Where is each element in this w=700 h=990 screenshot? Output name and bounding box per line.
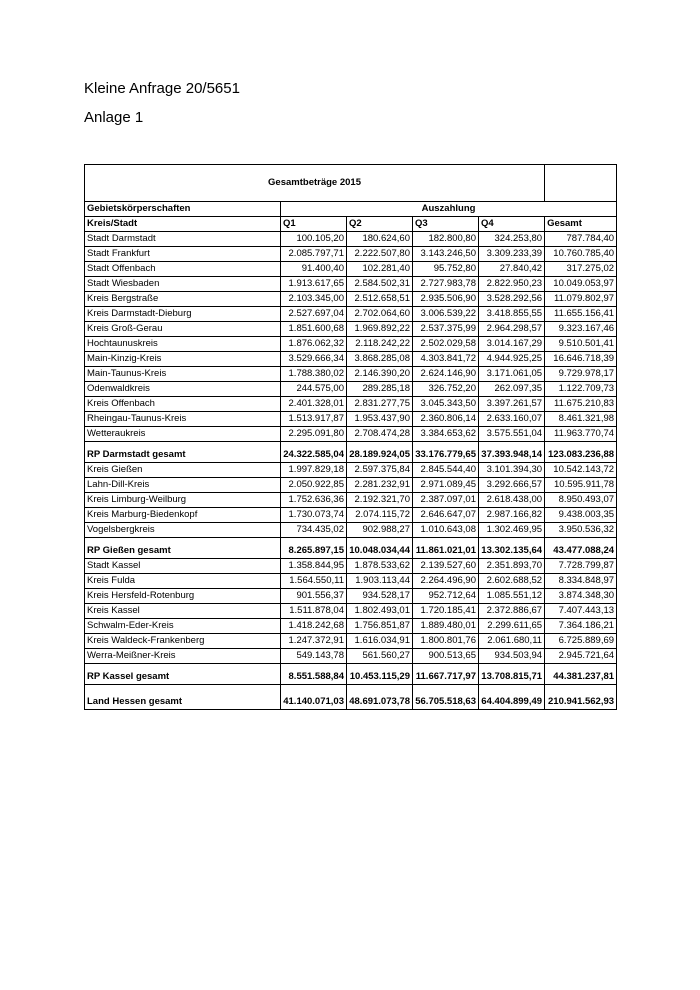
q1-cell: 901.556,37 bbox=[281, 589, 347, 604]
table-title-blank-cell bbox=[545, 165, 617, 202]
region-name-cell: Kreis Fulda bbox=[85, 574, 281, 589]
q3-cell: 33.176.779,65 bbox=[413, 442, 479, 463]
q4-cell: 1.302.469,95 bbox=[479, 523, 545, 538]
q2-cell: 2.831.277,75 bbox=[347, 397, 413, 412]
q3-cell: 3.045.343,50 bbox=[413, 397, 479, 412]
q4-cell: 2.351.893,70 bbox=[479, 559, 545, 574]
q1-cell: 1.913.617,65 bbox=[281, 277, 347, 292]
table-row bbox=[85, 412, 617, 427]
q4-cell: 2.061.680,11 bbox=[479, 634, 545, 649]
region-name-cell: Kreis Limburg-Weilburg bbox=[85, 493, 281, 508]
gesamt-cell: 317.275,02 bbox=[545, 262, 617, 277]
header-kreis-stadt: Kreis/Stadt bbox=[85, 217, 281, 232]
table-title: Gesamtbeträge 2015 bbox=[85, 165, 545, 202]
q3-cell: 1.720.185,41 bbox=[413, 604, 479, 619]
q1-cell: 1.358.844,95 bbox=[281, 559, 347, 574]
q4-cell: 3.575.551,04 bbox=[479, 427, 545, 442]
q1-cell: 1.511.878,04 bbox=[281, 604, 347, 619]
q3-cell: 2.624.146,90 bbox=[413, 367, 479, 382]
q4-cell: 3.171.061,05 bbox=[479, 367, 545, 382]
table-row bbox=[85, 523, 617, 538]
table-title-row bbox=[85, 165, 617, 202]
gesamt-cell: 9.323.167,46 bbox=[545, 322, 617, 337]
table-row bbox=[85, 649, 617, 664]
region-name-cell: Odenwaldkreis bbox=[85, 382, 281, 397]
gesamt-cell: 43.477.088,24 bbox=[545, 538, 617, 559]
q2-cell: 180.624,60 bbox=[347, 232, 413, 247]
gesamt-cell: 8.950.493,07 bbox=[545, 493, 617, 508]
region-name-cell: Stadt Offenbach bbox=[85, 262, 281, 277]
gesamt-cell: 10.049.053,97 bbox=[545, 277, 617, 292]
q2-cell: 1.969.892,22 bbox=[347, 322, 413, 337]
region-name-cell: Wetteraukreis bbox=[85, 427, 281, 442]
q3-cell: 2.502.029,58 bbox=[413, 337, 479, 352]
q4-cell: 2.964.298,57 bbox=[479, 322, 545, 337]
q4-cell: 2.299.611,65 bbox=[479, 619, 545, 634]
q1-cell: 549.143,78 bbox=[281, 649, 347, 664]
region-name-cell: Kreis Marburg-Biedenkopf bbox=[85, 508, 281, 523]
region-name-cell: Hochtaunuskreis bbox=[85, 337, 281, 352]
total-row-rp-darmstadt bbox=[85, 442, 617, 463]
region-name-cell: Werra-Meißner-Kreis bbox=[85, 649, 281, 664]
region-name-cell: Kreis Hersfeld-Rotenburg bbox=[85, 589, 281, 604]
q4-cell: 2.618.438,00 bbox=[479, 493, 545, 508]
region-name-cell: Main-Kinzig-Kreis bbox=[85, 352, 281, 367]
q3-cell: 4.303.841,72 bbox=[413, 352, 479, 367]
q3-cell: 11.667.717,97 bbox=[413, 664, 479, 685]
q2-cell: 1.878.533,62 bbox=[347, 559, 413, 574]
q1-cell: 91.400,40 bbox=[281, 262, 347, 277]
q4-cell: 4.944.925,25 bbox=[479, 352, 545, 367]
header-q4: Q4 bbox=[479, 217, 545, 232]
region-name-cell: Rheingau-Taunus-Kreis bbox=[85, 412, 281, 427]
region-name-cell: RP Gießen gesamt bbox=[85, 538, 281, 559]
table-row bbox=[85, 232, 617, 247]
gesamt-cell: 2.945.721,64 bbox=[545, 649, 617, 664]
table-row bbox=[85, 634, 617, 649]
region-name-cell: RP Kassel gesamt bbox=[85, 664, 281, 685]
table-row bbox=[85, 604, 617, 619]
q2-cell: 1.953.437,90 bbox=[347, 412, 413, 427]
table-row bbox=[85, 619, 617, 634]
region-name-cell: Land Hessen gesamt bbox=[85, 685, 281, 710]
q1-cell: 1.851.600,68 bbox=[281, 322, 347, 337]
q2-cell: 1.616.034,91 bbox=[347, 634, 413, 649]
table-row bbox=[85, 352, 617, 367]
q2-cell: 934.528,17 bbox=[347, 589, 413, 604]
q4-cell: 3.397.261,57 bbox=[479, 397, 545, 412]
total-row-rp-kassel bbox=[85, 664, 617, 685]
region-name-cell: Kreis Kassel bbox=[85, 604, 281, 619]
table-row bbox=[85, 559, 617, 574]
q1-cell: 8.265.897,15 bbox=[281, 538, 347, 559]
region-name-cell: Lahn-Dill-Kreis bbox=[85, 478, 281, 493]
q4-cell: 3.292.666,57 bbox=[479, 478, 545, 493]
gesamt-cell: 7.364.186,21 bbox=[545, 619, 617, 634]
q2-cell: 2.281.232,91 bbox=[347, 478, 413, 493]
q3-cell: 1.800.801,76 bbox=[413, 634, 479, 649]
q4-cell: 2.987.166,82 bbox=[479, 508, 545, 523]
q2-cell: 2.708.474,28 bbox=[347, 427, 413, 442]
q4-cell: 13.708.815,71 bbox=[479, 664, 545, 685]
q1-cell: 1.788.380,02 bbox=[281, 367, 347, 382]
gesamt-cell: 8.334.848,97 bbox=[545, 574, 617, 589]
q3-cell: 2.727.983,78 bbox=[413, 277, 479, 292]
gesamt-cell: 44.381.237,81 bbox=[545, 664, 617, 685]
table-row bbox=[85, 574, 617, 589]
region-name-cell: Schwalm-Eder-Kreis bbox=[85, 619, 281, 634]
q3-cell: 2.360.806,14 bbox=[413, 412, 479, 427]
q3-cell: 2.646.647,07 bbox=[413, 508, 479, 523]
gesamt-cell: 10.760.785,40 bbox=[545, 247, 617, 262]
document-subtitle: Anlage 1 bbox=[84, 109, 144, 126]
q2-cell: 2.702.064,60 bbox=[347, 307, 413, 322]
q1-cell: 2.527.697,04 bbox=[281, 307, 347, 322]
gesamt-cell: 6.725.889,69 bbox=[545, 634, 617, 649]
q2-cell: 3.868.285,08 bbox=[347, 352, 413, 367]
q4-cell: 3.101.394,30 bbox=[479, 463, 545, 478]
q2-cell: 289.285,18 bbox=[347, 382, 413, 397]
q4-cell: 64.404.899,49 bbox=[479, 685, 545, 710]
table-row bbox=[85, 322, 617, 337]
q1-cell: 244.575,00 bbox=[281, 382, 347, 397]
q1-cell: 2.103.345,00 bbox=[281, 292, 347, 307]
gesamt-cell: 9.438.003,35 bbox=[545, 508, 617, 523]
q4-cell: 3.309.233,39 bbox=[479, 247, 545, 262]
header-q2: Q2 bbox=[347, 217, 413, 232]
gesamt-cell: 8.461.321,98 bbox=[545, 412, 617, 427]
header-gesamt: Gesamt bbox=[545, 217, 617, 232]
q4-cell: 934.503,94 bbox=[479, 649, 545, 664]
q2-cell: 2.512.658,51 bbox=[347, 292, 413, 307]
q4-cell: 2.372.886,67 bbox=[479, 604, 545, 619]
q1-cell: 1.564.550,11 bbox=[281, 574, 347, 589]
table-row bbox=[85, 508, 617, 523]
q1-cell: 1.247.372,91 bbox=[281, 634, 347, 649]
q1-cell: 2.295.091,80 bbox=[281, 427, 347, 442]
gesamt-cell: 787.784,40 bbox=[545, 232, 617, 247]
q1-cell: 2.401.328,01 bbox=[281, 397, 347, 412]
q2-cell: 2.597.375,84 bbox=[347, 463, 413, 478]
gesamt-cell: 7.728.799,87 bbox=[545, 559, 617, 574]
header-q3: Q3 bbox=[413, 217, 479, 232]
q2-cell: 2.118.242,22 bbox=[347, 337, 413, 352]
q2-cell: 48.691.073,78 bbox=[347, 685, 413, 710]
q2-cell: 10.453.115,29 bbox=[347, 664, 413, 685]
table-row bbox=[85, 262, 617, 277]
gesamt-cell: 3.950.536,32 bbox=[545, 523, 617, 538]
q1-cell: 24.322.585,04 bbox=[281, 442, 347, 463]
q1-cell: 1.997.829,18 bbox=[281, 463, 347, 478]
region-name-cell: Kreis Gießen bbox=[85, 463, 281, 478]
q3-cell: 2.387.097,01 bbox=[413, 493, 479, 508]
q1-cell: 1.730.073,74 bbox=[281, 508, 347, 523]
q1-cell: 41.140.071,03 bbox=[281, 685, 347, 710]
totals-table bbox=[84, 164, 617, 710]
q1-cell: 1.513.917,87 bbox=[281, 412, 347, 427]
q2-cell: 2.192.321,70 bbox=[347, 493, 413, 508]
header-q1: Q1 bbox=[281, 217, 347, 232]
q3-cell: 2.845.544,40 bbox=[413, 463, 479, 478]
q3-cell: 3.006.539,22 bbox=[413, 307, 479, 322]
q3-cell: 2.139.527,60 bbox=[413, 559, 479, 574]
gesamt-cell: 10.542.143,72 bbox=[545, 463, 617, 478]
region-name-cell: Vogelsbergkreis bbox=[85, 523, 281, 538]
q3-cell: 3.143.246,50 bbox=[413, 247, 479, 262]
q3-cell: 900.513,65 bbox=[413, 649, 479, 664]
q4-cell: 3.418.855,55 bbox=[479, 307, 545, 322]
q3-cell: 182.800,80 bbox=[413, 232, 479, 247]
q3-cell: 1.889.480,01 bbox=[413, 619, 479, 634]
q3-cell: 2.264.496,90 bbox=[413, 574, 479, 589]
q1-cell: 1.876.062,32 bbox=[281, 337, 347, 352]
region-name-cell: Main-Taunus-Kreis bbox=[85, 367, 281, 382]
gesamt-cell: 9.729.978,17 bbox=[545, 367, 617, 382]
q4-cell: 262.097,35 bbox=[479, 382, 545, 397]
q1-cell: 1.752.636,36 bbox=[281, 493, 347, 508]
q2-cell: 2.222.507,80 bbox=[347, 247, 413, 262]
table-row bbox=[85, 307, 617, 322]
table-row bbox=[85, 367, 617, 382]
table-row bbox=[85, 589, 617, 604]
q3-cell: 326.752,20 bbox=[413, 382, 479, 397]
q2-cell: 2.584.502,31 bbox=[347, 277, 413, 292]
q4-cell: 1.085.551,12 bbox=[479, 589, 545, 604]
q3-cell: 2.537.375,99 bbox=[413, 322, 479, 337]
q1-cell: 8.551.588,84 bbox=[281, 664, 347, 685]
table-row bbox=[85, 247, 617, 262]
region-name-cell: Kreis Waldeck-Frankenberg bbox=[85, 634, 281, 649]
q4-cell: 324.253,80 bbox=[479, 232, 545, 247]
gesamt-cell: 10.595.911,78 bbox=[545, 478, 617, 493]
gesamt-cell: 210.941.562,93 bbox=[545, 685, 617, 710]
gesamt-cell: 123.083.236,88 bbox=[545, 442, 617, 463]
q4-cell: 3.528.292,56 bbox=[479, 292, 545, 307]
q3-cell: 2.935.506,90 bbox=[413, 292, 479, 307]
q4-cell: 13.302.135,64 bbox=[479, 538, 545, 559]
gesamt-cell: 11.963.770,74 bbox=[545, 427, 617, 442]
q4-cell: 2.633.160,07 bbox=[479, 412, 545, 427]
q1-cell: 1.418.242,68 bbox=[281, 619, 347, 634]
region-name-cell: Kreis Darmstadt-Dieburg bbox=[85, 307, 281, 322]
gesamt-cell: 1.122.709,73 bbox=[545, 382, 617, 397]
q3-cell: 11.861.021,01 bbox=[413, 538, 479, 559]
table-row bbox=[85, 478, 617, 493]
q3-cell: 2.971.089,45 bbox=[413, 478, 479, 493]
region-name-cell: Kreis Groß-Gerau bbox=[85, 322, 281, 337]
header-auszahlung: Auszahlung bbox=[281, 202, 617, 217]
header-gebietskoerperschaften: Gebietskörperschaften bbox=[85, 202, 281, 217]
q2-cell: 102.281,40 bbox=[347, 262, 413, 277]
region-name-cell: Stadt Frankfurt bbox=[85, 247, 281, 262]
q4-cell: 2.822.950,23 bbox=[479, 277, 545, 292]
q4-cell: 2.602.688,52 bbox=[479, 574, 545, 589]
gesamt-cell: 7.407.443,13 bbox=[545, 604, 617, 619]
q2-cell: 10.048.034,44 bbox=[347, 538, 413, 559]
gesamt-cell: 11.079.802,97 bbox=[545, 292, 617, 307]
table-row bbox=[85, 382, 617, 397]
q1-cell: 2.050.922,85 bbox=[281, 478, 347, 493]
gesamt-cell: 16.646.718,39 bbox=[545, 352, 617, 367]
region-name-cell: Stadt Kassel bbox=[85, 559, 281, 574]
table-row bbox=[85, 337, 617, 352]
q2-cell: 1.903.113,44 bbox=[347, 574, 413, 589]
gesamt-cell: 9.510.501,41 bbox=[545, 337, 617, 352]
region-name-cell: Stadt Darmstadt bbox=[85, 232, 281, 247]
total-row-rp-giessen bbox=[85, 538, 617, 559]
q1-cell: 3.529.666,34 bbox=[281, 352, 347, 367]
table-row bbox=[85, 493, 617, 508]
q4-cell: 27.840,42 bbox=[479, 262, 545, 277]
q2-cell: 2.074.115,72 bbox=[347, 508, 413, 523]
region-name-cell: Kreis Offenbach bbox=[85, 397, 281, 412]
table-row bbox=[85, 397, 617, 412]
header-row-1 bbox=[85, 202, 617, 217]
table-row bbox=[85, 427, 617, 442]
table-row bbox=[85, 292, 617, 307]
region-name-cell: Kreis Bergstraße bbox=[85, 292, 281, 307]
q1-cell: 734.435,02 bbox=[281, 523, 347, 538]
q3-cell: 95.752,80 bbox=[413, 262, 479, 277]
q2-cell: 2.146.390,20 bbox=[347, 367, 413, 382]
q4-cell: 37.393.948,14 bbox=[479, 442, 545, 463]
gesamt-cell: 3.874.348,30 bbox=[545, 589, 617, 604]
gesamt-cell: 11.655.156,41 bbox=[545, 307, 617, 322]
q2-cell: 28.189.924,05 bbox=[347, 442, 413, 463]
region-name-cell: Stadt Wiesbaden bbox=[85, 277, 281, 292]
document-title: Kleine Anfrage 20/5651 bbox=[84, 80, 240, 97]
gesamt-cell: 11.675.210,83 bbox=[545, 397, 617, 412]
table-row bbox=[85, 463, 617, 478]
region-name-cell: RP Darmstadt gesamt bbox=[85, 442, 281, 463]
q3-cell: 1.010.643,08 bbox=[413, 523, 479, 538]
q2-cell: 1.802.493,01 bbox=[347, 604, 413, 619]
q1-cell: 100.105,20 bbox=[281, 232, 347, 247]
q1-cell: 2.085.797,71 bbox=[281, 247, 347, 262]
q3-cell: 952.712,64 bbox=[413, 589, 479, 604]
q3-cell: 3.384.653,62 bbox=[413, 427, 479, 442]
total-row-land-hessen bbox=[85, 685, 617, 710]
q3-cell: 56.705.518,63 bbox=[413, 685, 479, 710]
q2-cell: 902.988,27 bbox=[347, 523, 413, 538]
q2-cell: 1.756.851,87 bbox=[347, 619, 413, 634]
table-row bbox=[85, 277, 617, 292]
q2-cell: 561.560,27 bbox=[347, 649, 413, 664]
q4-cell: 3.014.167,29 bbox=[479, 337, 545, 352]
header-row-2 bbox=[85, 217, 617, 232]
